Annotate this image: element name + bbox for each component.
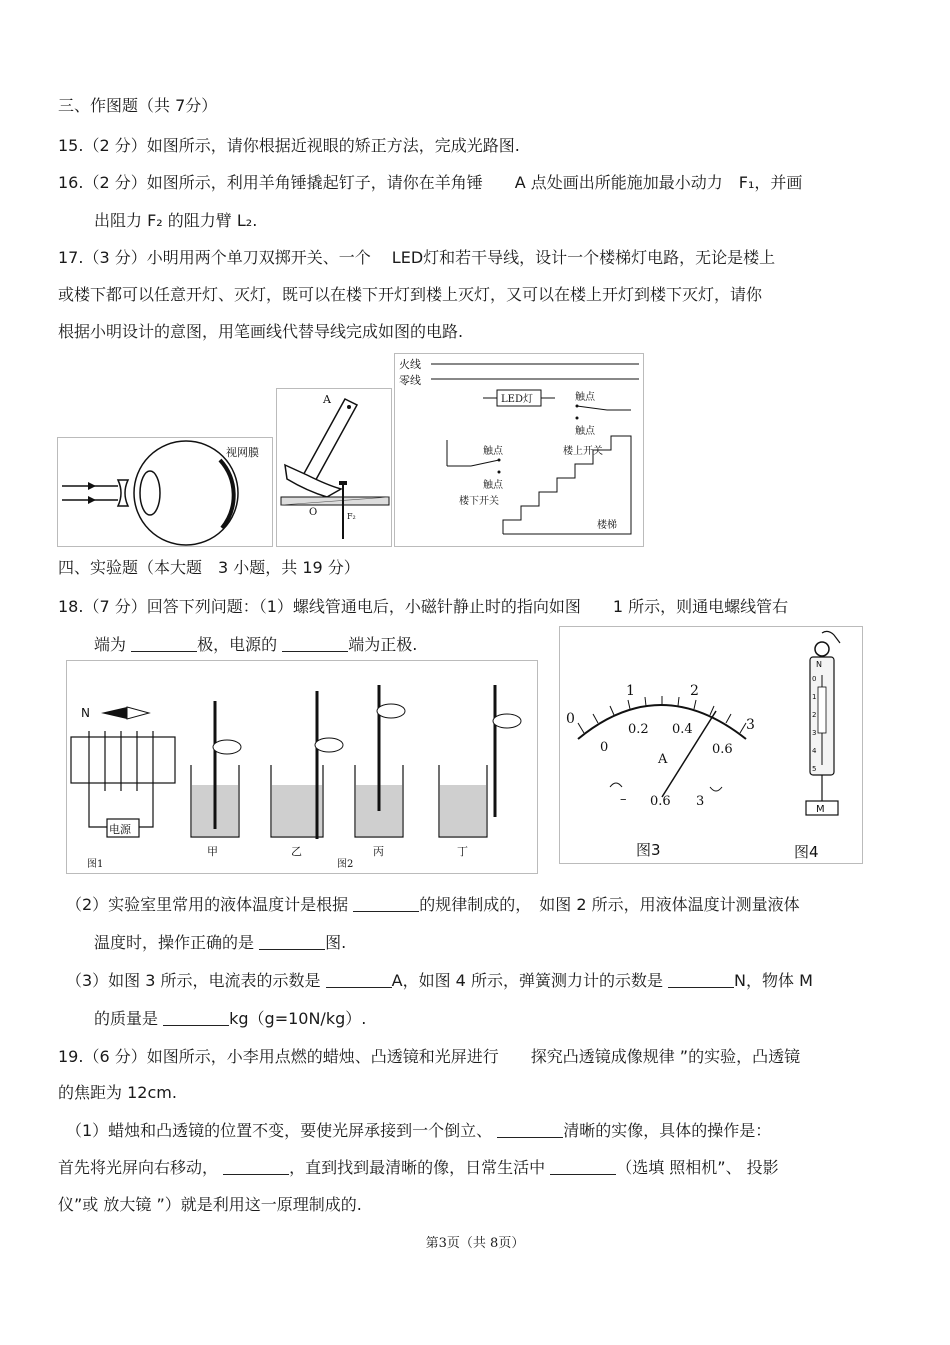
q19-text-1: （1）蜡烛和凸透镜的位置不变，要使光屏承接到一个倒立、 <box>66 1121 493 1140</box>
ammeter-unit: A <box>658 752 668 767</box>
q18-p2-text-2: 的规律制成的， 如图 2 所示，用液体温度计测量液体 <box>419 895 800 914</box>
beaker-bing: 丙 <box>373 845 384 858</box>
beaker-yi: 乙 <box>291 845 302 858</box>
answer-blank-correct-figure[interactable] <box>259 934 325 950</box>
led-label: LED灯 <box>501 394 533 405</box>
answer-blank-image-size[interactable] <box>497 1122 563 1138</box>
question-19-line-4 <box>58 1157 779 1179</box>
question-18-line-1: 18.（7 分）回答下列问题：（1）螺线管通电后，小磁针静止时的指向如图 1 所示，则通电螺线管右 <box>58 597 789 616</box>
beaker-ding: 丁 <box>457 845 468 858</box>
question-19-line-5: 仪”或 放大镜 ”）就是利用这一原理制成的. <box>58 1195 362 1214</box>
question-16-line-2: 出阻力 F₂ 的阻力臂 L₂. <box>94 211 258 230</box>
q18-p3-text-5: kg（g=10N/kg）. <box>229 1009 367 1028</box>
lower-contact-2: 触点 <box>483 480 503 491</box>
question-16-line-1: 16.（2 分）如图所示，利用羊角锤撬起钉子，请你在羊角锤 A 点处画出所能施加最小动力 F₁，并画 <box>58 173 803 192</box>
q18-p2-text-1: （2）实验室里常用的液体温度计是根据 <box>66 895 349 914</box>
answer-blank-current[interactable] <box>326 972 392 988</box>
q19-text-5: （选填 照相机”、 投影 <box>616 1158 779 1177</box>
upstairs-switch-label: 楼上开关 <box>563 446 603 457</box>
scale-top-0: 0 <box>566 711 575 727</box>
scale-top-3: 3 <box>746 717 755 733</box>
question-18-line-2 <box>94 634 417 656</box>
compass-N: N <box>81 706 90 720</box>
scale-top-1: 1 <box>626 683 635 699</box>
figure-3-4 <box>559 626 863 864</box>
section-4-heading: 四、实验题（本大题 3 小题，共 19 分） <box>58 558 360 577</box>
power-label: 电源 <box>109 823 131 836</box>
answer-blank-device[interactable] <box>550 1159 616 1175</box>
q18-p3-text-2: A，如图 4 所示，弹簧测力计的示数是 <box>391 971 663 990</box>
hammer-label-A: A <box>323 393 331 406</box>
question-17-line-1: 17.（3 分）小明用两个单刀双掷开关、一个 LED灯和若干导线，设计一个楼梯灯电路，无论是楼上 <box>58 248 776 267</box>
beaker-jia: 甲 <box>207 845 218 858</box>
answer-blank-pole[interactable] <box>131 636 197 652</box>
fig-3-label: 图3 <box>636 841 661 859</box>
q18-p2-text-4: 图. <box>325 933 347 952</box>
hammer-label-O: O <box>309 507 318 518</box>
q18-part2-line-2 <box>94 932 346 954</box>
spring-tick-5: 5 <box>812 765 817 773</box>
answer-blank-operation[interactable] <box>223 1159 289 1175</box>
answer-blank-source-end[interactable] <box>282 636 348 652</box>
question-17-line-3: 根据小明设计的意图，用笔画线代替导线完成如图的电路. <box>58 322 464 341</box>
fig-4-label: 图4 <box>794 843 819 861</box>
q18-text-1: 端为 <box>94 635 127 654</box>
upper-contact-1: 触点 <box>575 392 595 403</box>
downstairs-switch-label: 楼下开关 <box>459 496 499 507</box>
neutral-wire-label: 零线 <box>399 374 421 387</box>
spring-tick-2: 2 <box>812 711 817 719</box>
terminal-minus: – <box>620 792 627 807</box>
q18-part3-line-1 <box>66 970 813 992</box>
question-19-line-3 <box>66 1120 771 1142</box>
stair-circuit-figure <box>394 353 644 547</box>
lower-contact-1: 触点 <box>483 446 503 457</box>
live-wire-label: 火线 <box>399 358 421 371</box>
question-19-line-1: 19.（6 分）如图所示，小李用点燃的蜡烛、凸透镜和光屏进行 探究凸透镜成像规律 ”的实验，凸透镜 <box>58 1047 801 1066</box>
q18-part3-line-2 <box>94 1008 366 1030</box>
eye-figure <box>57 437 273 547</box>
q18-text-3: 端为正极. <box>348 635 418 654</box>
scale-bottom-06: 0.6 <box>712 742 733 757</box>
fig-2-label: 图2 <box>337 859 354 870</box>
answer-blank-force[interactable] <box>668 972 734 988</box>
q19-text-4: ，直到找到最清晰的像，日常生活中 <box>289 1158 546 1177</box>
q18-text-2: 极，电源的 <box>197 635 278 654</box>
answer-blank-mass[interactable] <box>163 1010 229 1026</box>
spring-unit: N <box>816 660 822 669</box>
q18-p3-text-4: 的质量是 <box>94 1009 159 1028</box>
q19-text-2: 清晰的实像，具体的操作是： <box>563 1121 772 1140</box>
question-19-line-2: 的焦距为 12cm. <box>58 1083 177 1102</box>
page-footer: 第3页（共 8页） <box>425 1236 525 1251</box>
spring-tick-0: 0 <box>812 675 817 683</box>
upper-contact-2: 触点 <box>575 426 595 437</box>
terminal-06: 0.6 <box>650 794 671 809</box>
stairs-label: 楼梯 <box>597 520 617 531</box>
terminal-3: 3 <box>696 794 705 809</box>
q18-p3-text-1: （3）如图 3 所示，电流表的示数是 <box>66 971 321 990</box>
question-17-line-2: 或楼下都可以任意开灯、灭灯，既可以在楼下开灯到楼上灭灯，又可以在楼上开灯到楼下灭灯，请你 <box>58 285 763 304</box>
question-15: 15.（2 分）如图所示，请你根据近视眼的矫正方法，完成光路图. <box>58 136 520 155</box>
object-M: M <box>816 804 825 815</box>
hammer-figure <box>276 388 392 547</box>
spring-tick-3: 3 <box>812 729 817 737</box>
spring-tick-4: 4 <box>812 747 817 755</box>
section-3-heading: 三、作图题（共 7分） <box>58 96 218 115</box>
fig-1-label: 图1 <box>87 859 104 870</box>
answer-blank-thermometer-principle[interactable] <box>353 896 419 912</box>
scale-top-2: 2 <box>690 683 699 699</box>
scale-bottom-02: 0.2 <box>628 722 649 737</box>
q18-p2-text-3: 温度时，操作正确的是 <box>94 933 255 952</box>
figure-1-2 <box>66 660 538 874</box>
scale-bottom-04: 0.4 <box>672 722 693 737</box>
hammer-label-F2: F₂ <box>347 512 356 521</box>
q19-text-3: 首先将光屏向右移动， <box>58 1158 219 1177</box>
retina-label: 视网膜 <box>226 446 259 459</box>
q18-part2-line-1 <box>66 894 800 916</box>
q18-p3-text-3: N，物体 M <box>734 971 813 990</box>
spring-tick-1: 1 <box>812 693 817 701</box>
scale-bottom-0: 0 <box>600 740 609 755</box>
